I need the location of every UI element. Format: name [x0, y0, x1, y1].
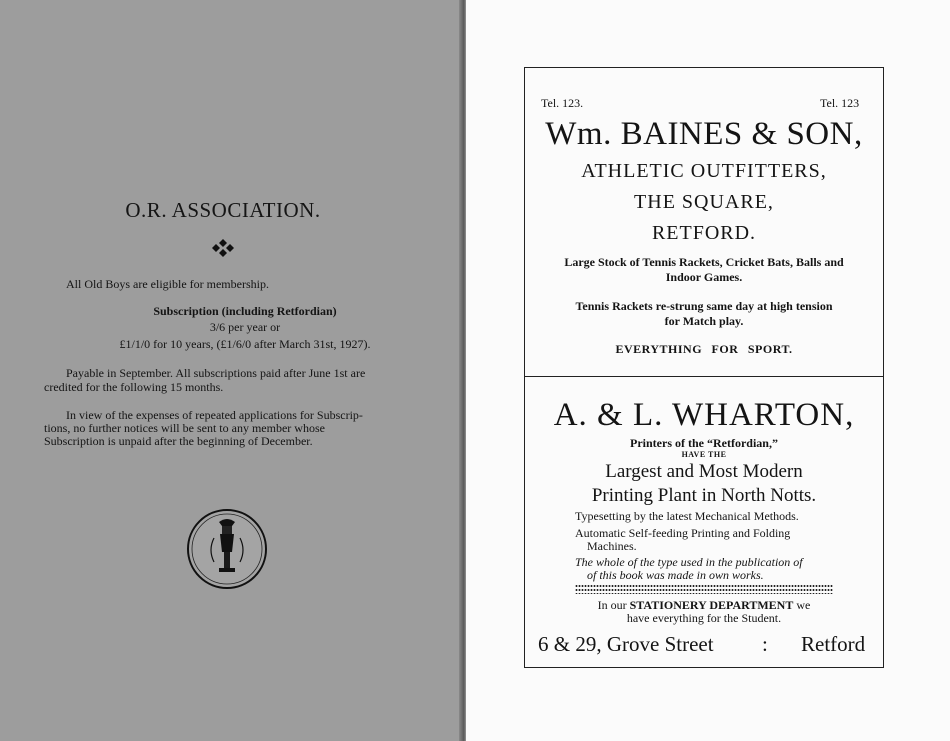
- wharton-address-street: 6 & 29, Grove Street: [538, 632, 714, 656]
- wharton-type-note-line2: of this book was made in own works.: [587, 568, 764, 582]
- notice-text-line2: tions, no further notices will be sent to any member whose: [44, 421, 325, 435]
- diamond-ornament-icon: [210, 238, 236, 258]
- wharton-stationery-line2: have everything for the Student.: [626, 611, 782, 625]
- advertisement-divider: [524, 376, 884, 377]
- wharton-headline-line1: Largest and Most Modern: [605, 461, 803, 482]
- wharton-headline-line2: Printing Plant in North Notts.: [591, 485, 817, 506]
- baines-address-line1: THE SQUARE,: [634, 191, 774, 213]
- baines-service-line1: Tennis Rackets re-strung same day at high tension: [575, 299, 833, 313]
- notice-text-line1: In view of the expenses of repeated applications for Subscrip-: [66, 408, 363, 422]
- wharton-type-note-line1: The whole of the type used in the publication of: [575, 555, 803, 569]
- stationery-prefix: In our: [597, 598, 627, 612]
- wharton-address-town: Retford: [801, 632, 866, 656]
- payment-text-line2: credited for the following 15 months.: [44, 380, 224, 394]
- wharton-stationery-line1: [528, 598, 880, 612]
- payment-text-line1: Payable in September. All subscriptions paid after June 1st are: [66, 366, 366, 380]
- wharton-automatic-line1: Automatic Self-feeding Printing and Folding: [575, 526, 791, 540]
- wharton-automatic-line2: Machines.: [587, 539, 637, 553]
- baines-telephone-right: Tel. 123: [820, 96, 860, 110]
- baines-address-line2: RETFORD.: [651, 222, 757, 244]
- dotted-rule: [575, 584, 833, 594]
- association-title: O.R. ASSOCIATION.: [125, 198, 321, 222]
- baines-company-name: Wm. BAINES & SON,: [545, 116, 863, 152]
- baines-stock-line1: Large Stock of Tennis Rackets, Cricket Bats, Balls and: [564, 255, 844, 269]
- wharton-printers-of: Printers of the “Retfordian,”: [630, 436, 778, 450]
- subscription-rate-ten-years: £1/1/0 for 10 years, (£1/6/0 after March 31st, 1927).: [119, 337, 371, 351]
- baines-slogan: EVERYTHING FOR SPORT.: [615, 342, 793, 356]
- baines-service-line2: for Match play.: [664, 314, 744, 328]
- notice-text-line3: Subscription is unpaid after the beginning of December.: [44, 434, 313, 448]
- wharton-have-the: HAVE THE: [681, 450, 727, 459]
- baines-stock-line2: Indoor Games.: [665, 270, 743, 284]
- wharton-typesetting: Typesetting by the latest Mechanical Methods.: [575, 509, 799, 523]
- eligibility-text: All Old Boys are eligible for membership.: [66, 277, 269, 291]
- wharton-company-name: A. & L. WHARTON,: [553, 397, 855, 433]
- stationery-department: STATIONERY DEPARTMENT: [629, 598, 794, 612]
- stationery-suffix: we: [796, 598, 811, 612]
- baines-trade: ATHLETIC OUTFITTERS,: [581, 160, 827, 182]
- subscription-heading: Subscription (including Retfordian): [153, 304, 337, 318]
- wharton-address-separator: :: [762, 632, 768, 656]
- baines-telephone-left: Tel. 123.: [541, 96, 584, 110]
- school-seal-emblem-icon: [186, 508, 268, 590]
- subscription-rate-yearly: 3/6 per year or: [209, 320, 281, 334]
